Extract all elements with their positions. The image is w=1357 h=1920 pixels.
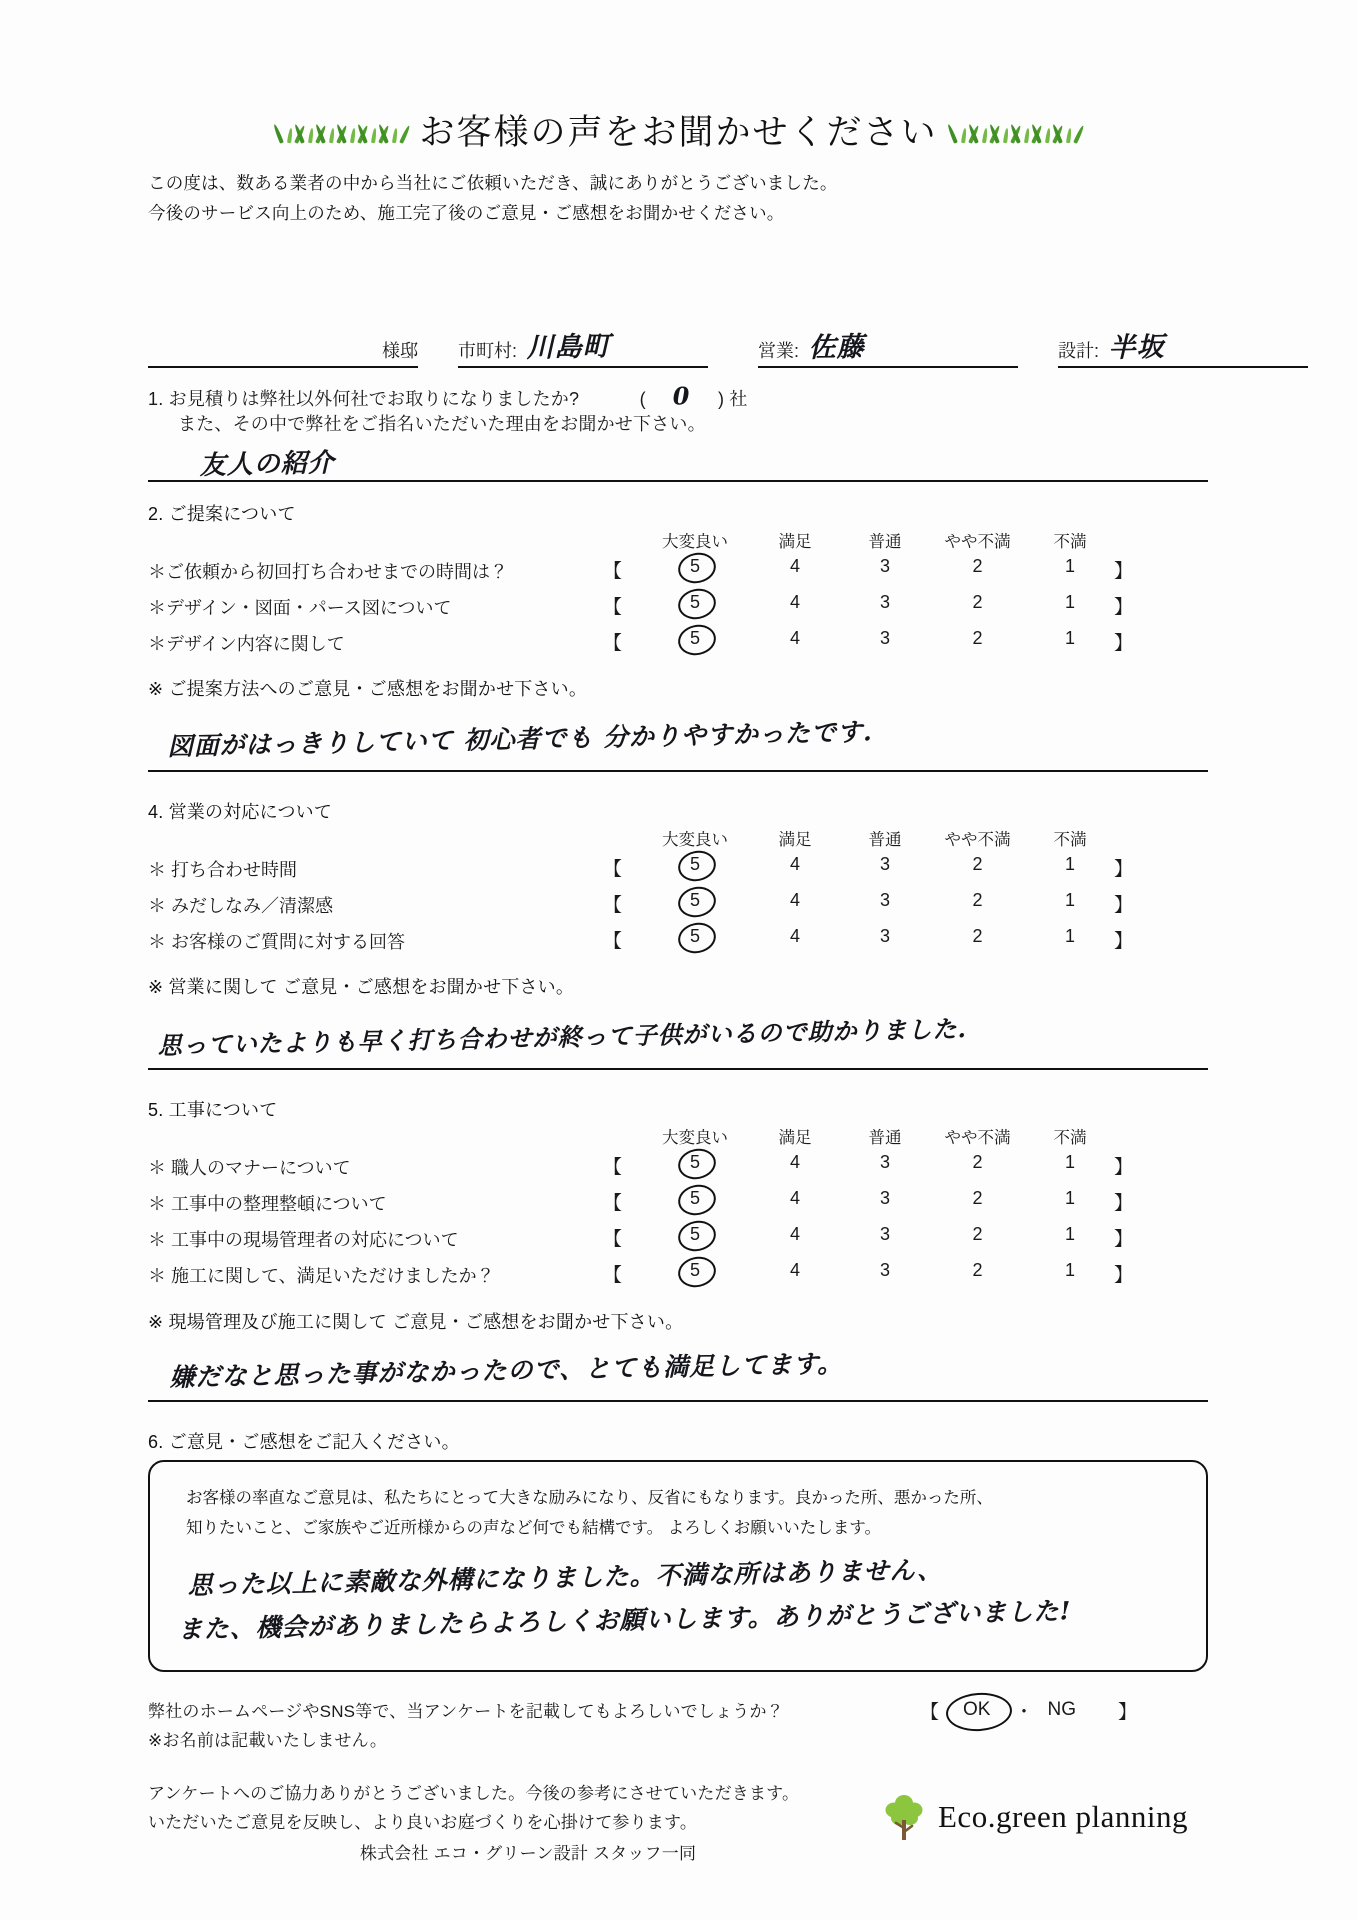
footer-line-2: いただいたご意見を反映し、より良いお庭づくりを心掛けて参ります。: [148, 1812, 698, 1832]
designer-value: 半坂: [1108, 331, 1165, 364]
bracket-right: 】: [1114, 597, 1134, 618]
rating-option-4[interactable]: 4: [789, 1260, 800, 1280]
question-5-answer: 嫌だなと思った事がなかったので、とても満足してます。: [169, 1348, 844, 1393]
question-4-note: ※ 営業に関して ご意見・ご感想をお聞かせ下さい。: [148, 977, 575, 997]
rating-option-1[interactable]: 1: [1064, 1224, 1075, 1244]
rating-option-5[interactable]: 5: [640, 1260, 750, 1281]
scale-label-2: 普通: [868, 831, 902, 849]
scale-label-0: 大変良い: [662, 831, 728, 849]
rating-option-5[interactable]: 5: [640, 556, 750, 577]
intro-line-1: この度は、数ある業者の中から当社にご依頼いただき、誠にありがとうございました。: [148, 173, 838, 193]
footer-line-1: アンケートへのご協力ありがとうございました。今後の参考にさせていただきます。: [148, 1784, 800, 1803]
question-2-item-2-label: ＊デザイン内容に関して: [148, 634, 345, 654]
scale-label-4: 不満: [1053, 533, 1087, 551]
question-5-item-1-label: ＊ 工事中の整理整頓について: [148, 1194, 387, 1214]
rating-option-3[interactable]: 3: [879, 592, 890, 612]
bracket-left: 【: [603, 895, 623, 916]
rating-option-1[interactable]: 1: [1064, 592, 1075, 612]
customer-info-row: [148, 318, 1208, 368]
sales-rep-field[interactable]: [758, 332, 1018, 368]
question-5-item-2-label: ＊ 工事中の現場管理者の対応について: [148, 1230, 459, 1250]
rating-option-5[interactable]: 5: [640, 854, 750, 875]
question-6-comment-box[interactable]: [148, 1460, 1208, 1672]
rating-option-3[interactable]: 3: [879, 628, 890, 648]
designer-field[interactable]: [1058, 332, 1308, 368]
question-2-row-1: [148, 592, 1208, 622]
rating-option-3[interactable]: 3: [879, 1152, 890, 1172]
question-5-title: 5. 工事について: [148, 1100, 278, 1120]
question-6-guide-line-1: お客様の率直なご意見は、私たちにとって大きな励みになり、反省にもなります。良かった所、悪かった所、: [186, 1489, 993, 1507]
bracket-right: 】: [1114, 895, 1134, 916]
rating-option-1[interactable]: 1: [1064, 556, 1075, 576]
rating-option-3[interactable]: 3: [879, 926, 890, 946]
rating-option-4[interactable]: 4: [789, 1224, 800, 1244]
question-2-answer-line[interactable]: [148, 770, 1208, 772]
question-6-answer-line-1: 思った以上に素敵な外構になりました。不満な所はありません、: [187, 1555, 944, 1601]
grass-decoration-left: [280, 117, 403, 143]
publish-question-line-1: 弊社のホームページやSNS等で、当アンケートを記載してもよろしいでしょうか？: [148, 1702, 784, 1721]
scale-label-2: 普通: [868, 1129, 902, 1147]
question-4-scale-header: [640, 826, 1115, 850]
question-5-row-1: [148, 1188, 1208, 1218]
bracket-left: 【: [920, 1701, 940, 1723]
bracket-right: 】: [1114, 1157, 1134, 1178]
footer-line-3: 株式会社 エコ・グリーン設計 スタッフ一同: [359, 1843, 697, 1863]
rating-option-5[interactable]: 5: [640, 890, 750, 911]
bracket-right: 】: [1114, 1265, 1134, 1286]
bracket-left: 【: [603, 597, 623, 618]
publish-question-line-2: ※お名前は記載いたしません。: [148, 1730, 388, 1750]
rating-option-4[interactable]: 4: [789, 1152, 800, 1172]
publish-option-ng[interactable]: NG: [1047, 1699, 1076, 1720]
scale-label-0: 大変良い: [662, 533, 728, 551]
question-1-answer-line[interactable]: [148, 480, 1208, 482]
grass-decoration-right: [954, 117, 1077, 143]
question-1-answer: 友人の紹介: [199, 448, 335, 482]
tree-icon: [880, 1790, 928, 1844]
question-5-item-0-label: ＊ 職人のマナーについて: [148, 1158, 351, 1178]
rating-option-1[interactable]: 1: [1064, 1260, 1075, 1280]
scale-label-3: やや不満: [944, 533, 1011, 551]
rating-option-4[interactable]: 4: [789, 890, 800, 910]
customer-name-field[interactable]: [148, 332, 418, 368]
scale-label-4: 不満: [1053, 1129, 1087, 1147]
rating-option-2[interactable]: 2: [972, 926, 983, 946]
city-field[interactable]: [458, 332, 708, 368]
rating-option-1[interactable]: 1: [1064, 890, 1075, 910]
rating-option-5[interactable]: 5: [640, 1188, 750, 1209]
rating-option-2[interactable]: 2: [972, 1152, 983, 1172]
question-2-title: 2. ご提案について: [148, 504, 296, 524]
customer-name-label: 様邸: [382, 341, 418, 361]
question-2-item-1-label: ＊デザイン・図面・パース図について: [148, 598, 452, 618]
rating-option-2[interactable]: 2: [972, 556, 983, 576]
rating-option-2[interactable]: 2: [972, 1224, 983, 1244]
rating-option-2[interactable]: 2: [972, 628, 983, 648]
rating-option-3[interactable]: 3: [879, 556, 890, 576]
scale-label-3: やや不満: [944, 831, 1011, 849]
question-2-row-2: [148, 628, 1208, 658]
intro-text: [148, 168, 838, 228]
rating-option-4[interactable]: 4: [789, 628, 800, 648]
rating-option-1[interactable]: 1: [1064, 1152, 1075, 1172]
question-4-item-2-label: ＊ お客様のご質問に対する回答: [148, 932, 405, 952]
question-1-line-1: 1. お見積りは弊社以外何社でお取りになりましたか?: [148, 389, 580, 409]
page-header: [0, 105, 1357, 155]
rating-option-3[interactable]: 3: [879, 1224, 890, 1244]
logo-text: Eco.green planning: [938, 1799, 1189, 1834]
intro-line-2: 今後のサービス向上のため、施工完了後のご意見・ご感想をお聞かせください。: [148, 203, 785, 224]
rating-option-4[interactable]: 4: [789, 854, 800, 874]
bracket-left: 【: [603, 1193, 623, 1214]
scale-label-1: 満足: [778, 831, 812, 849]
rating-option-1[interactable]: 1: [1064, 854, 1075, 874]
question-5-row-3: [148, 1260, 1208, 1290]
bracket-right: 】: [1117, 1701, 1137, 1723]
question-5-answer-line[interactable]: [148, 1400, 1208, 1402]
question-1-paren-open: (: [639, 389, 646, 409]
footer-text: [148, 1780, 908, 1869]
bracket-left: 【: [603, 1265, 623, 1286]
bracket-right: 】: [1114, 1229, 1134, 1250]
scale-label-1: 満足: [778, 1129, 812, 1147]
question-4-item-1-label: ＊ みだしなみ／清潔感: [148, 896, 333, 916]
question-2-scale-header: [640, 528, 1115, 552]
bracket-right: 】: [1114, 561, 1134, 582]
competitor-count-value: 0: [672, 381, 691, 411]
question-6-guide: [186, 1484, 993, 1543]
bracket-left: 【: [603, 931, 623, 952]
question-4-row-0: [148, 854, 1208, 884]
rating-option-5[interactable]: 5: [640, 1224, 750, 1245]
rating-option-3[interactable]: 3: [879, 1188, 890, 1208]
question-4-title: 4. 営業の対応について: [148, 802, 333, 822]
rating-option-2[interactable]: 2: [972, 592, 983, 612]
question-6-answer-line-2: また、機会がありましたらよろしくお願いします。ありがとうございました!: [177, 1596, 1072, 1645]
publish-choice-group: [920, 1696, 1137, 1724]
rating-option-3[interactable]: 3: [879, 890, 890, 910]
page-title: お客様の声をお聞かせください: [419, 113, 938, 152]
rating-option-5[interactable]: 5: [640, 592, 750, 613]
rating-option-3[interactable]: 3: [879, 854, 890, 874]
question-2-answer: 図面がはっきりしていて 初心者でも 分かりやすかったです.: [167, 717, 873, 762]
city-value: 川島町: [526, 331, 611, 364]
bracket-left: 【: [603, 1157, 623, 1178]
bracket-left: 【: [603, 561, 623, 582]
bracket-right: 】: [1114, 633, 1134, 654]
sales-rep-label: 営業:: [758, 341, 800, 361]
scale-label-3: やや不満: [944, 1129, 1011, 1147]
rating-option-5[interactable]: 5: [640, 926, 750, 947]
rating-option-2[interactable]: 2: [972, 890, 983, 910]
company-logo: [880, 1790, 1188, 1844]
scale-label-1: 満足: [778, 533, 812, 551]
question-6-title: 6. ご意見・ご感想をご記入ください。: [148, 1432, 460, 1452]
rating-option-2[interactable]: 2: [972, 1188, 983, 1208]
bracket-left: 【: [603, 1229, 623, 1250]
rating-option-4[interactable]: 4: [789, 556, 800, 576]
bracket-right: 】: [1114, 1193, 1134, 1214]
city-label: 市町村:: [458, 341, 518, 361]
designer-label: 設計:: [1058, 341, 1100, 361]
question-2-row-0: [148, 556, 1208, 586]
scale-label-2: 普通: [868, 533, 902, 551]
rating-option-2[interactable]: 2: [972, 1260, 983, 1280]
rating-option-4[interactable]: 4: [789, 592, 800, 612]
question-1-paren-close: ) 社: [717, 389, 748, 409]
question-4-answer: 思っていたよりも早く打ち合わせが終って子供がいるので助かりました.: [157, 1014, 968, 1061]
rating-option-4[interactable]: 4: [789, 926, 800, 946]
rating-option-1[interactable]: 1: [1064, 628, 1075, 648]
question-6-guide-line-2: 知りたいこと、ご家族やご近所様からの声など何でも結構です。 よろしくお願いいたします。: [186, 1518, 881, 1537]
customer-name-value: [372, 365, 382, 366]
question-4-item-0-label: ＊ 打ち合わせ時間: [148, 860, 298, 880]
bracket-right: 】: [1114, 931, 1134, 952]
question-5-note: ※ 現場管理及び施工に関して ご意見・ご感想をお聞かせ下さい。: [148, 1312, 684, 1332]
question-5-scale-header: [640, 1124, 1115, 1148]
rating-option-5[interactable]: 5: [640, 1152, 750, 1173]
publish-option-ok[interactable]: OK: [953, 1696, 1000, 1724]
question-1: [148, 382, 1208, 411]
rating-option-3[interactable]: 3: [879, 1260, 890, 1280]
question-4-row-2: [148, 926, 1208, 956]
question-5-item-3-label: ＊ 施工に関して、満足いただけましたか？: [148, 1266, 495, 1286]
bracket-right: 】: [1114, 859, 1134, 880]
bracket-left: 【: [603, 633, 623, 654]
question-5-row-2: [148, 1224, 1208, 1254]
bracket-left: 【: [603, 859, 623, 880]
question-4-row-1: [148, 890, 1208, 920]
rating-option-2[interactable]: 2: [972, 854, 983, 874]
question-4-answer-line[interactable]: [148, 1068, 1208, 1070]
publish-separator: ・: [1014, 1701, 1034, 1723]
rating-option-5[interactable]: 5: [640, 628, 750, 649]
question-2-item-0-label: ＊ご依頼から初回打ち合わせまでの時間は？: [148, 562, 508, 582]
rating-option-1[interactable]: 1: [1064, 926, 1075, 946]
question-1-line-2: また、その中で弊社をご指名いただいた理由をお聞かせ下さい。: [178, 414, 706, 434]
rating-option-4[interactable]: 4: [789, 1188, 800, 1208]
publish-permission: [148, 1698, 928, 1756]
rating-option-1[interactable]: 1: [1064, 1188, 1075, 1208]
question-5-row-0: [148, 1152, 1208, 1182]
sales-rep-value: 佐藤: [808, 331, 865, 364]
scale-label-4: 不満: [1053, 831, 1087, 849]
question-2-note: ※ ご提案方法へのご意見・ご感想をお聞かせ下さい。: [148, 679, 588, 699]
scale-label-0: 大変良い: [662, 1129, 728, 1147]
